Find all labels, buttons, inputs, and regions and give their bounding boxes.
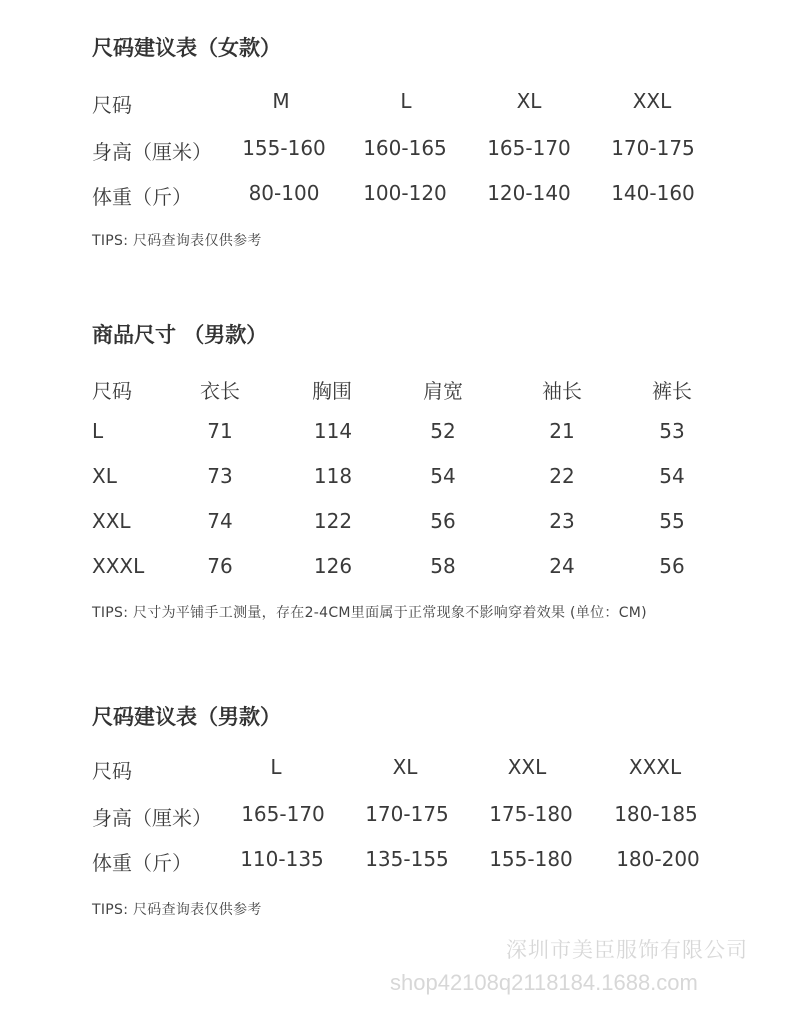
table-header-cell: XXL <box>632 89 672 113</box>
table-cell: 58 <box>430 554 456 578</box>
table-cell: 23 <box>549 509 575 533</box>
table-cell: 155-180 <box>489 847 573 871</box>
table-cell: 54 <box>659 464 685 488</box>
table-cell: 71 <box>207 419 233 443</box>
table-cell: 160-165 <box>363 136 447 160</box>
women-recommend-tips: TIPS: 尺码查询表仅供参考 <box>92 233 262 249</box>
table-cell: 52 <box>430 419 456 443</box>
table-header-cell: L <box>400 89 412 113</box>
table-cell: 53 <box>659 419 685 443</box>
table-cell: 56 <box>659 554 685 578</box>
table-cell: 74 <box>207 509 233 533</box>
table-header-cell: 裤长 <box>652 379 692 403</box>
table-cell: 100-120 <box>363 181 447 205</box>
table-cell: 21 <box>549 419 575 443</box>
table-row-label: XXL <box>92 509 131 533</box>
table-header-cell: XXL <box>507 755 547 779</box>
table-cell: 122 <box>313 509 353 533</box>
table-cell: 76 <box>207 554 233 578</box>
table-header-cell: M <box>272 89 290 113</box>
table-header-cell: 袖长 <box>542 379 582 403</box>
table-row-label: 身高（厘米） <box>92 140 212 164</box>
table-row-label: XL <box>92 464 117 488</box>
table-header-cell: 胸围 <box>312 379 352 403</box>
table-row-label: 体重（斤） <box>92 185 192 209</box>
men-recommend-tips: TIPS: 尺码查询表仅供参考 <box>92 902 262 918</box>
table-row-label: XXXL <box>92 554 145 578</box>
table-cell: 170-175 <box>611 136 695 160</box>
table-cell: 170-175 <box>365 802 449 826</box>
table-header-cell: XXXL <box>628 755 682 779</box>
table-cell: 54 <box>430 464 456 488</box>
men-product-tips: TIPS: 尺寸为平铺手工测量，存在2-4CM里面属于正常现象不影响穿着效果 (单位：CM) <box>92 605 647 621</box>
women-recommend-title: 尺码建议表（女款） <box>92 36 281 60</box>
table-row-label: L <box>92 419 104 443</box>
men-recommend-title: 尺码建议表（男款） <box>92 705 281 729</box>
table-row-label: 体重（斤） <box>92 851 192 875</box>
watermark-url: shop42108q2118184.1688.com <box>390 970 698 995</box>
table-header-cell: XL <box>516 89 542 113</box>
table-cell: 126 <box>313 554 353 578</box>
table-header-cell: 尺码 <box>92 759 132 783</box>
table-cell: 180-200 <box>616 847 700 871</box>
table-header-cell: 尺码 <box>92 379 132 403</box>
table-cell: 155-160 <box>242 136 326 160</box>
table-cell: 22 <box>549 464 575 488</box>
table-cell: 118 <box>313 464 353 488</box>
table-cell: 120-140 <box>487 181 571 205</box>
table-header-cell: 肩宽 <box>423 379 463 403</box>
table-cell: 56 <box>430 509 456 533</box>
men-product-title: 商品尺寸 （男款） <box>92 323 268 347</box>
table-cell: 24 <box>549 554 575 578</box>
table-cell: 55 <box>659 509 685 533</box>
table-cell: 135-155 <box>365 847 449 871</box>
watermark-company: 深圳市美臣服饰有限公司 <box>506 939 748 962</box>
table-cell: 165-170 <box>241 802 325 826</box>
table-cell: 165-170 <box>487 136 571 160</box>
table-cell: 73 <box>207 464 233 488</box>
table-header-cell: 尺码 <box>92 93 132 117</box>
table-row-label: 身高（厘米） <box>92 806 212 830</box>
table-cell: 114 <box>313 419 353 443</box>
table-cell: 140-160 <box>611 181 695 205</box>
table-header-cell: XL <box>392 755 418 779</box>
table-cell: 110-135 <box>240 847 324 871</box>
table-cell: 80-100 <box>248 181 320 205</box>
table-header-cell: 衣长 <box>200 379 240 403</box>
table-cell: 175-180 <box>489 802 573 826</box>
table-header-cell: L <box>270 755 282 779</box>
table-cell: 180-185 <box>614 802 698 826</box>
